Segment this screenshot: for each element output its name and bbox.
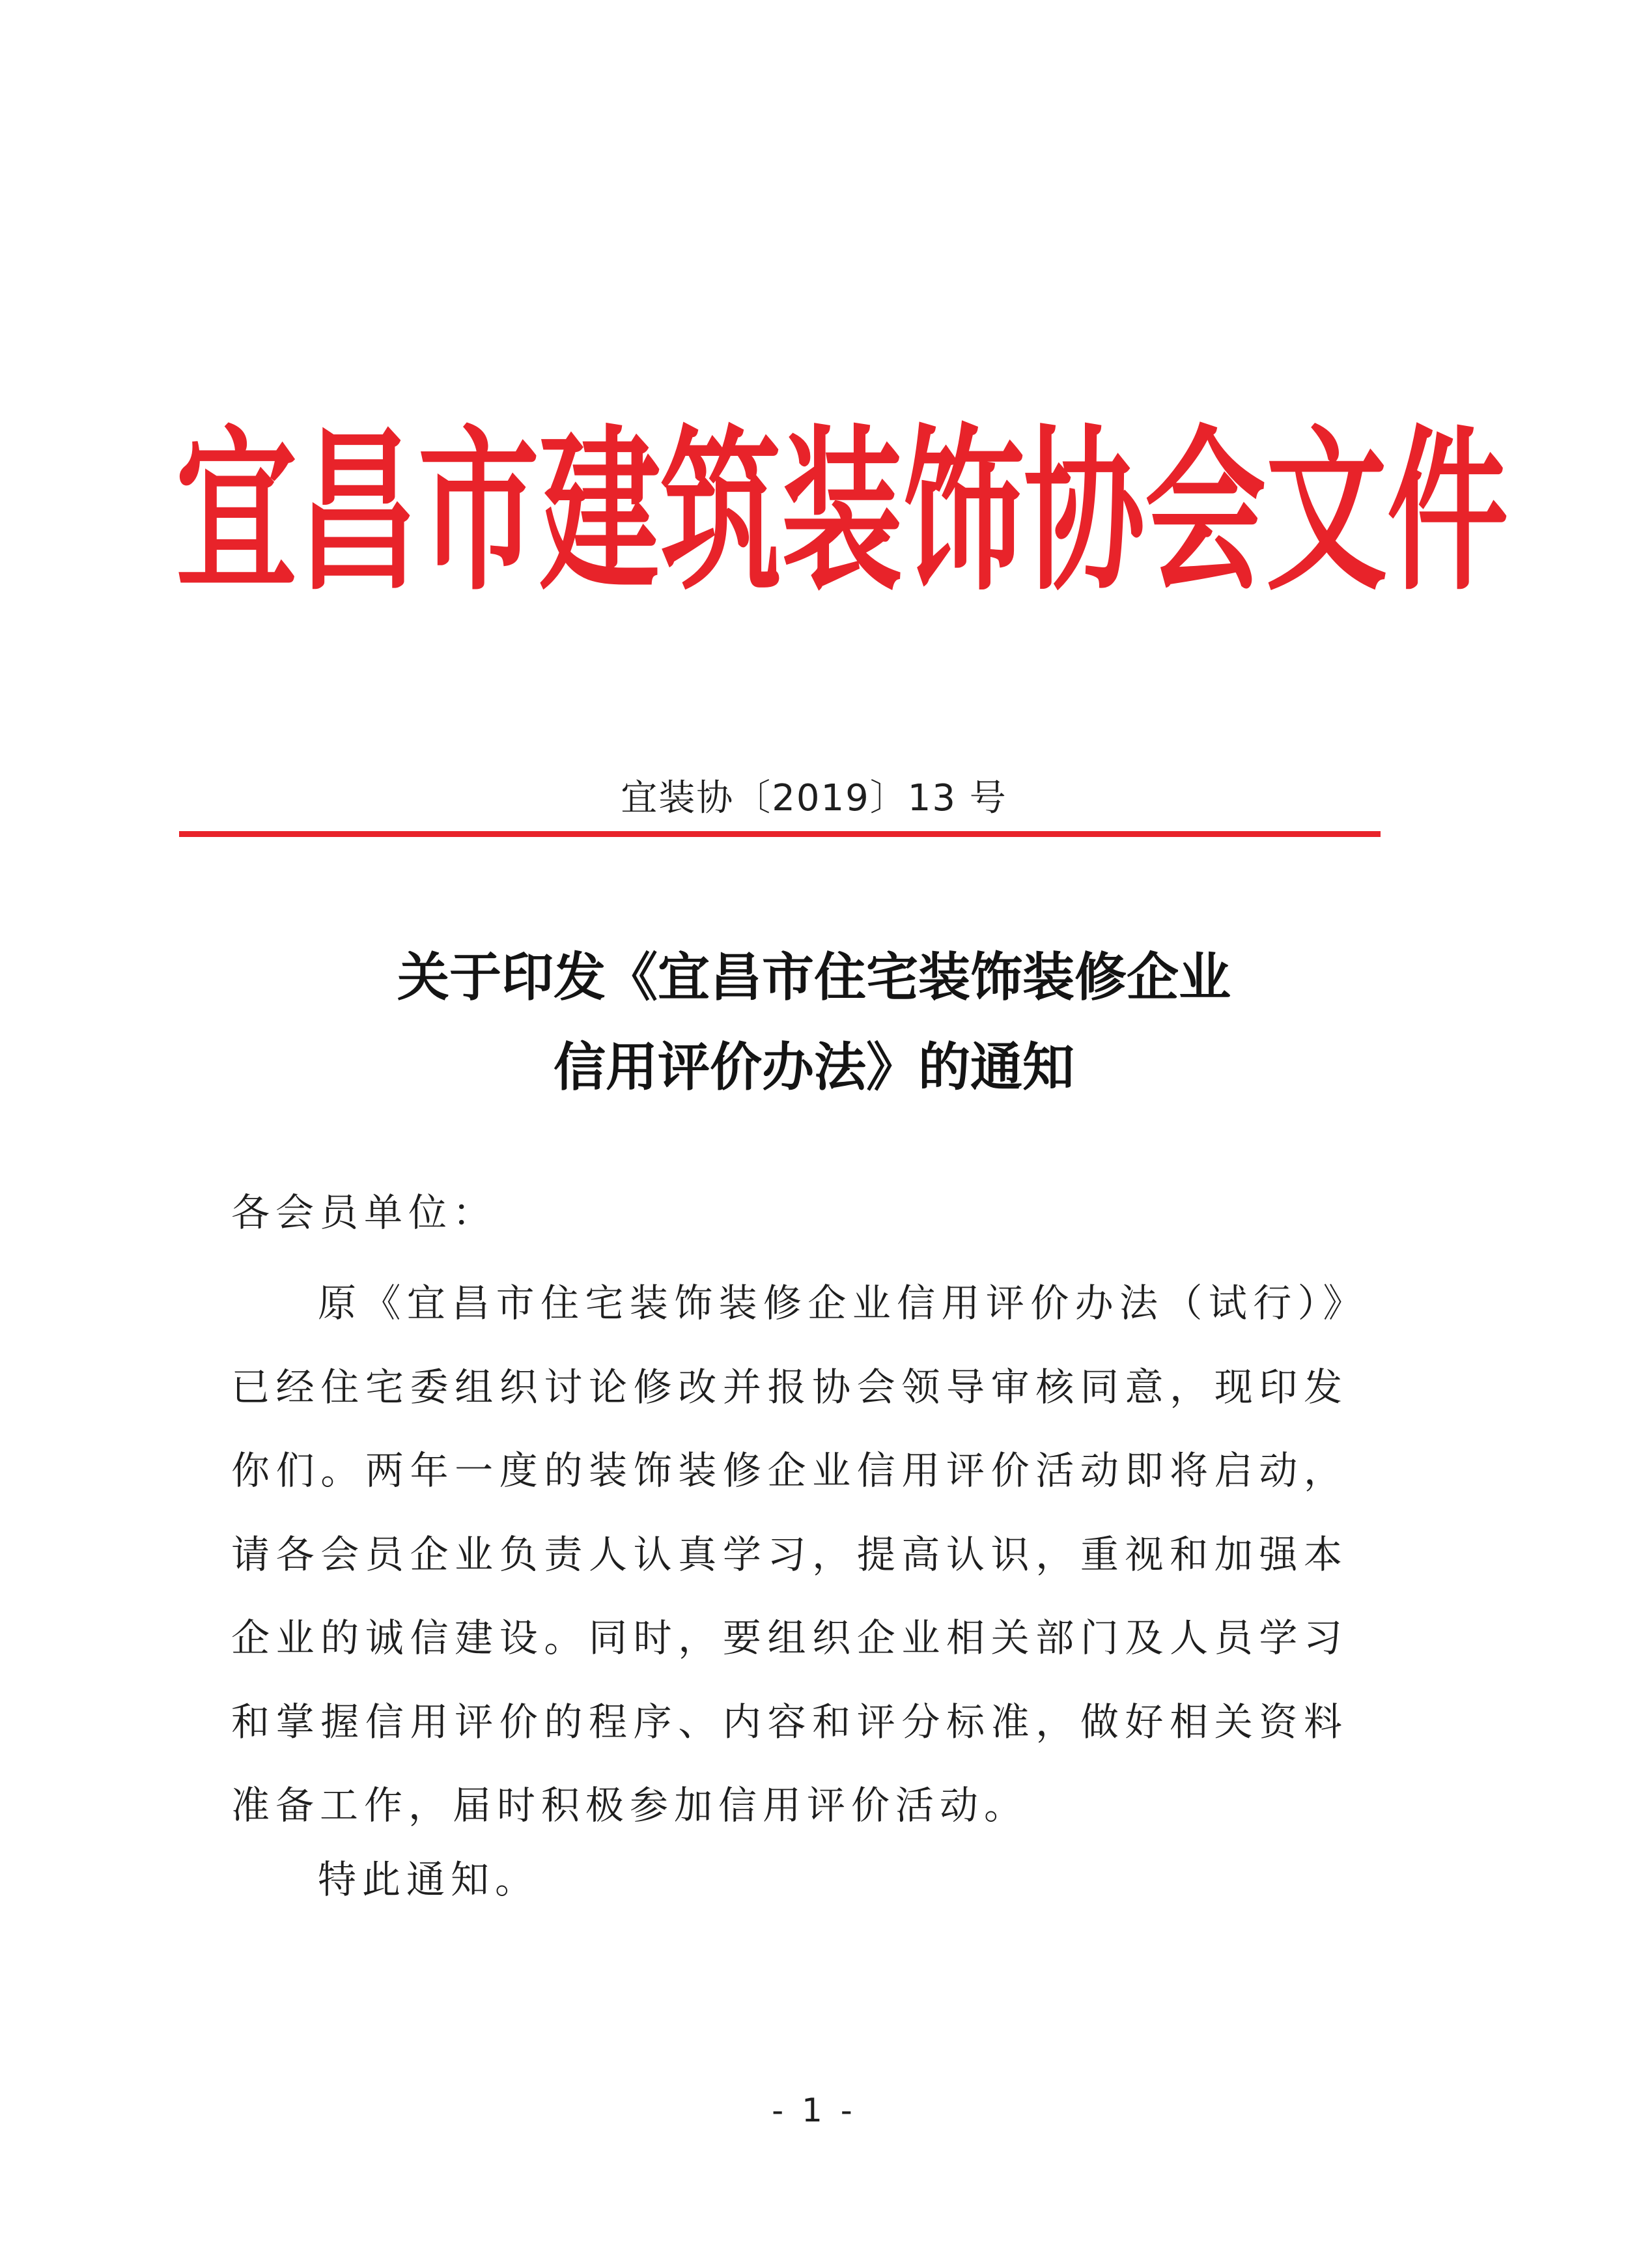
body-paragraph: 原《宜昌市住宅装饰装修企业信用评价办法（试行）》已经住宅委组织讨论修改并报协会领导审核同意，现印发你们。两年一度的装饰装修企业信用评价活动即将启动，请各会员企业负责人认真学习，提高认识，重视和加强本企业的诚信建设。同时，要组织企业相关部门及人员学习和掌握信用评价的程序、内容和评分标准，做好相关资料准备工作，届时积极参加信用评价活动。 (231, 1281, 1348, 1828)
page-number: - 1 - (772, 2091, 856, 2129)
salutation: 各会员单位： (231, 1190, 498, 1235)
document-number: 宜装协〔2019〕13 号 (621, 777, 1007, 819)
red-divider-line (179, 831, 1381, 837)
notice-title-line-1: 关于印发《宜昌市住宅装饰装修企业 (397, 946, 1231, 1008)
notice-title-line-2: 信用评价办法》的通知 (554, 1036, 1074, 1098)
document-masthead: 宜昌市建筑装饰协会文件 (176, 407, 1509, 615)
closing-line: 特此通知。 (318, 1857, 540, 1902)
